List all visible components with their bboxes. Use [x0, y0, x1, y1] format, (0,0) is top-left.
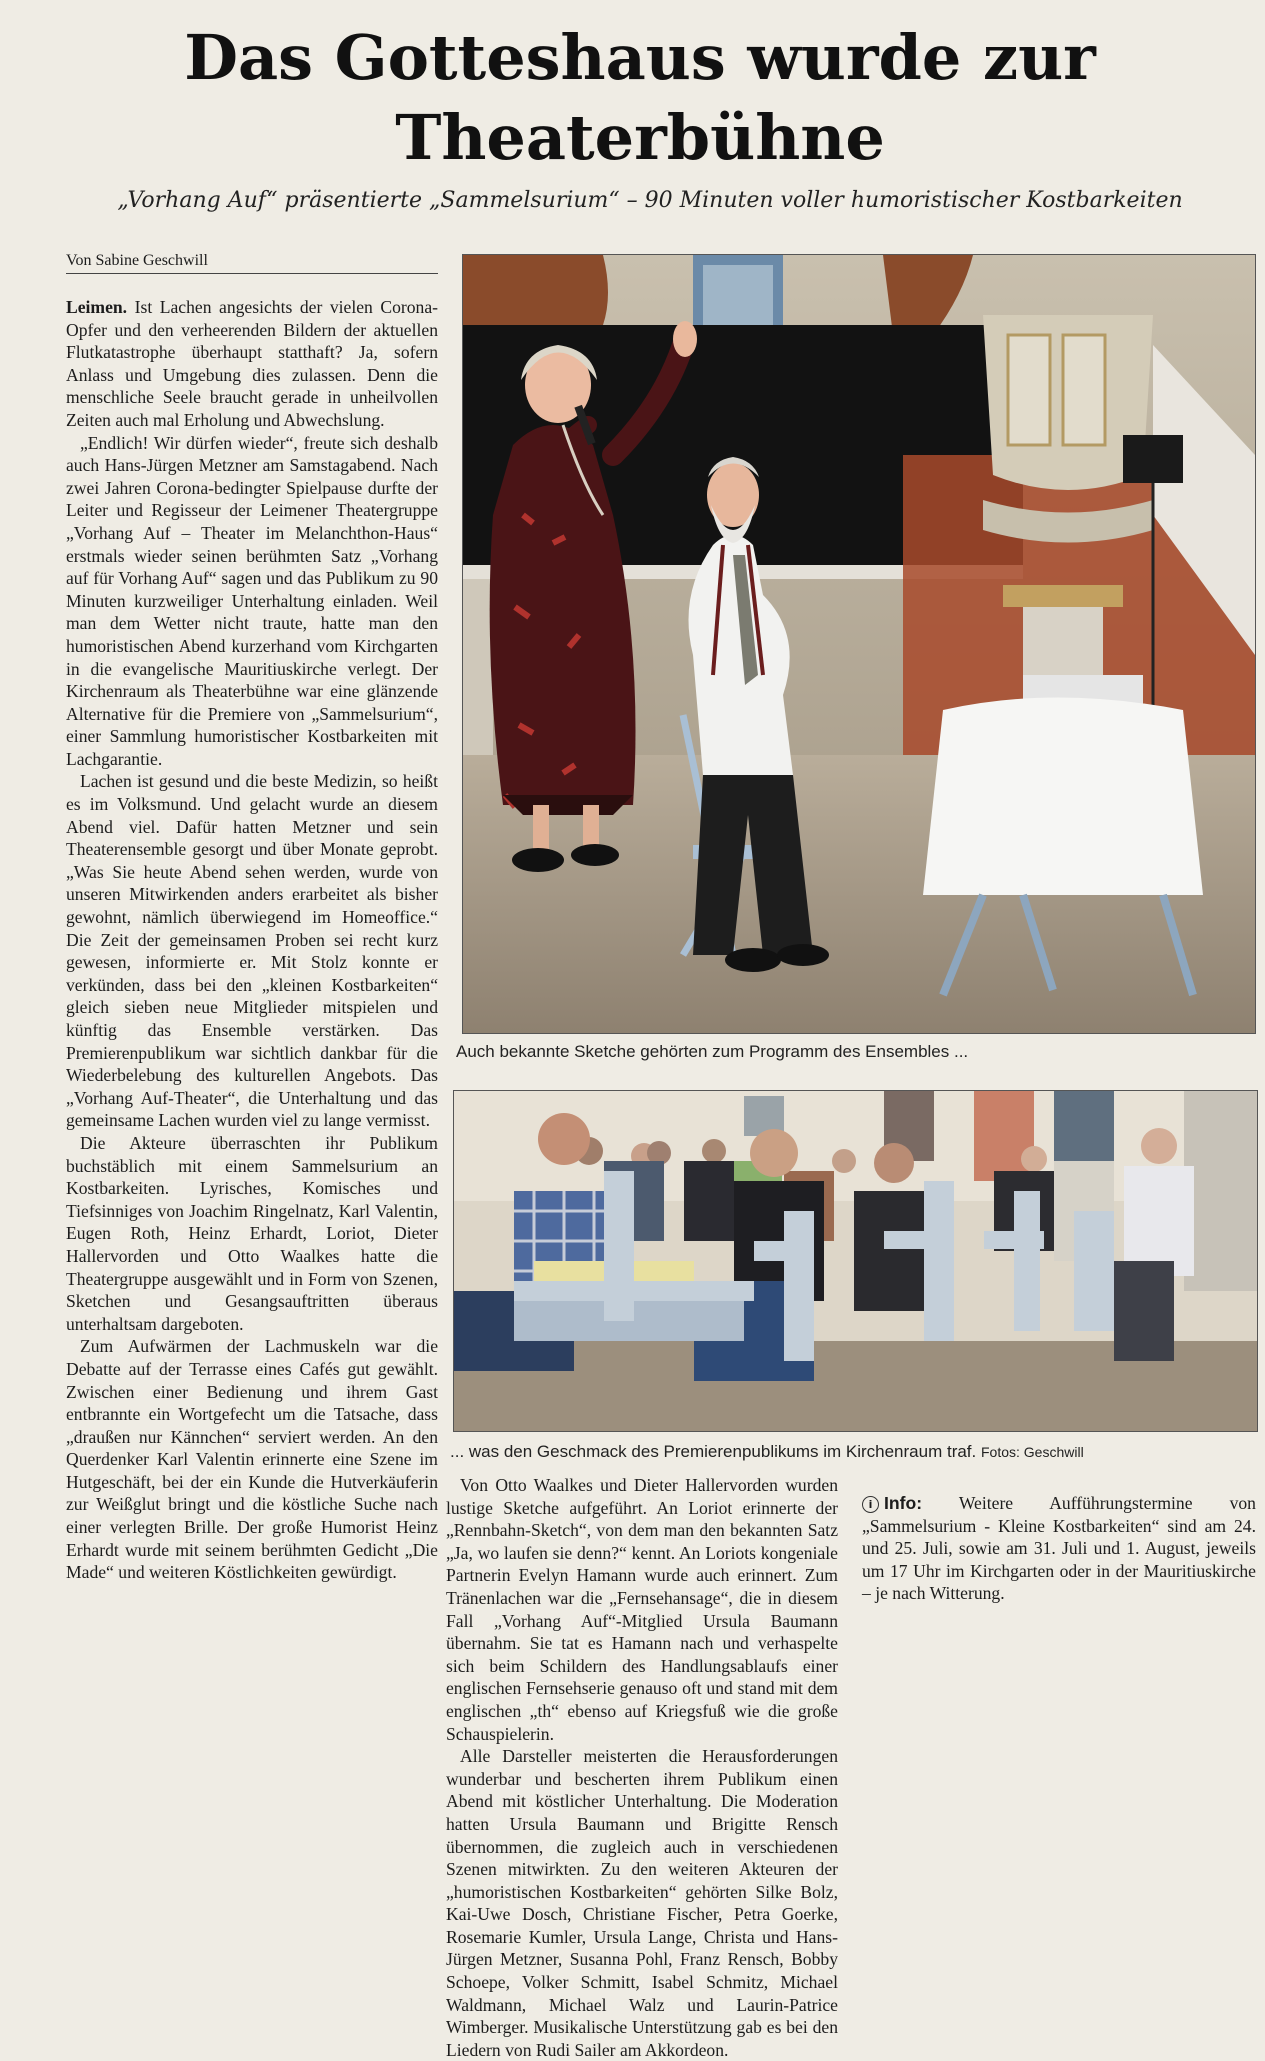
photo-caption-1: Auch bekannte Sketche gehörten zum Programm des Ensembles ...: [456, 1042, 969, 1061]
headline-line-1: Das Gotteshaus wurde zur: [184, 21, 1096, 94]
byline: Von Sabine Geschwill: [66, 252, 438, 274]
article-paragraph-1: Leimen. Ist Lachen angesichts der vielen Corona-Opfer und den verheerenden Bildern der aktuellen Flutkatastrophe überhaupt statthaft? Ja, sofern Anlass und Umgebung dies zulassen. Denn die menschliche Seele braucht gerade in unheilvollen Zeiten auch mal Erholung und Abwechslung.: [66, 297, 438, 430]
info-box: [862, 1492, 1256, 1605]
article-column-left: [66, 296, 438, 1584]
photo-caption-2: [450, 1442, 1084, 1462]
caption-2-text: ... was den Geschmack des Premierenpublikums im Kirchenraum traf.: [450, 1442, 977, 1461]
headline-line-2: Theaterbühne: [395, 101, 885, 174]
headline: [120, 18, 1160, 178]
info-icon: i: [862, 1496, 879, 1513]
photo-credit: Fotos: Geschwill: [981, 1444, 1084, 1460]
article-column-right: [862, 1474, 1256, 1605]
info-label: Info:: [884, 1493, 923, 1513]
dateline: Leimen.: [66, 297, 128, 317]
audience-photo: [453, 1090, 1258, 1432]
article-paragraph-3: Lachen ist gesund und die beste Medizin, so heißt es im Volksmund. Und gelacht wurde an diesem Abend viel. Dafür hatten Metzner und sein Theaterensemble gesorgt und über Monate geprobt. „Was Sie heute Abend sehen werden, wurde von unseren Mitwirkenden anders erarbeitet als bisher gewohnt, nämlich überwiegend im Homeoffice.“ Die Zeit der gemeinsamen Proben sei recht kurz gewesen, informierte er. Mit Stolz konnte er verkünden, dass bei den „kleinen Kostbarkeiten“ gleich sieben neue Mitglieder mitspielen und künftig das Ensemble verstärken. Das Premierenpublikum war sichtlich dankbar für die Wiederbelebung des kulturellen Angebots. Das „Vorhang Auf-Theater“, die Unterhaltung und das gemeinsame Lachen wurden viel zu lange vermisst.: [66, 771, 438, 1131]
article-paragraph-6: Von Otto Waalkes und Dieter Hallervorden wurden lustige Sketche aufgeführt. An Loriot erinnerte der „Rennbahn-Sketch“, von dem man den bekannten Satz „Ja, wo laufen sie denn?“ kennt. An Loriots kongeniale Partnerin Evelyn Hamann wurde auch erinnert. Zum Tränenlachen war die „Fernsehansage“, die in diesem Fall „Vorhang Auf“-Mitglied Ursula Baumann übernahm. Sie tat es Hamann nach und verhaspelte sich beim Schildern des Handlungsablaufs einer englischen Fernsehserie genauso oft und stand mit dem englischen „th“ ebenso auf Kriegsfuß wie die große Schauspielerin.: [446, 1475, 838, 1744]
article-paragraph-4: Die Akteure überraschten ihr Publikum buchstäblich mit einem Sammelsurium an Kostbarkeiten. Lyrisches, Komisches und Tiefsinniges von Joachim Ringelnatz, Karl Valentin, Eugen Roth, Heinz Erhardt, Loriot, Dieter Hallervorden und Otto Waalkes hatte die Theatergruppe ausgewählt und in Form von Szenen, Sketchen und Gesangsauftritten überaus unterhaltsam dargeboten.: [66, 1132, 438, 1334]
article-paragraph-5: Zum Aufwärmen der Lachmuskeln war die Debatte auf der Terrasse eines Cafés gut gewählt. Zwischen einer Bedienung und ihrem Gast entbrannte ein Wortgefecht um die Tatsache, dass „draußen nur Kännchen“ serviert werden. An den Querdenker Karl Valentin erinnerte eine Szene im Hutgeschäft, bei der ein Kunde die Hutverkäuferin zur Weißglut bringt und die köstliche Suche nach einer verlegten Brille. Der große Humorist Heinz Erhardt wurde mit seinem berühmten Gedicht „Die Made“ und weiteren Köstlichkeiten gewürdigt.: [66, 1336, 438, 1583]
info-text: Weitere Aufführungstermine von „Sammelsurium - Kleine Kostbarkeiten“ sind am 24. und 25. Juli, sowie am 31. Juli und 1. August, jeweils um 17 Uhr im Kirchgarten oder in der Mauritiuskirche – je nach Witterung.: [862, 1493, 1256, 1604]
stage-photo: [462, 254, 1256, 1034]
subheadline: „Vorhang Auf“ präsentierte „Sammelsurium“ – 90 Minuten voller humoristischer Kostbarkeiten: [117, 188, 1183, 213]
article-paragraph-7: Alle Darsteller meisterten die Herausforderungen wunderbar und bescherten ihrem Publikum einen Abend mit köstlicher Unterhaltung. Die Moderation hatten Ursula Baumann und Brigitte Rensch übernommen, die zugleich auch in verschiedenen Szenen mitwirkten. Zu den weiteren Akteuren der „humoristischen Kostbarkeiten“ gehörten Silke Bolz, Kai-Uwe Dosch, Christiane Fischer, Petra Goerke, Rosemarie Kumler, Ursula Lange, Christa und Hans-Jürgen Metzner, Susanna Pohl, Franz Rensch, Bobby Schoepe, Volker Schmitt, Isabel Schmitz, Michael Waldmann, Michael Walz und Laurin-Patrice Wimberger. Musikalische Unterstützung gab es bei den Liedern von Rudi Sailer am Akkordeon.: [446, 1746, 838, 2060]
article-column-middle: [446, 1474, 838, 2061]
article-paragraph-2: „Endlich! Wir dürfen wieder“, freute sich deshalb auch Hans-Jürgen Metzner am Samstagabend. Nach zwei Jahren Corona-bedingter Spielpause durfte der Leiter und Regisseur der Leimener Theatergruppe „Vorhang Auf – Theater im Melanchthon-Haus“ erstmals wieder seinen berühmten Satz „Vorhang auf für Vorhang Auf“ sagen und das Publikum zu 90 Minuten kurzweiliger Unterhaltung einladen. Weil man dem Wetter nicht traute, hatte man den humoristischen Abend kurzerhand vom Kirchgarten in die evangelische Mauritiuskirche verlegt. Der Kirchenraum als Theaterbühne war eine glänzende Alternative für die Premiere von „Sammelsurium“, einer Sammlung humoristischer Kostbarkeiten mit Lachgarantie.: [66, 432, 438, 769]
